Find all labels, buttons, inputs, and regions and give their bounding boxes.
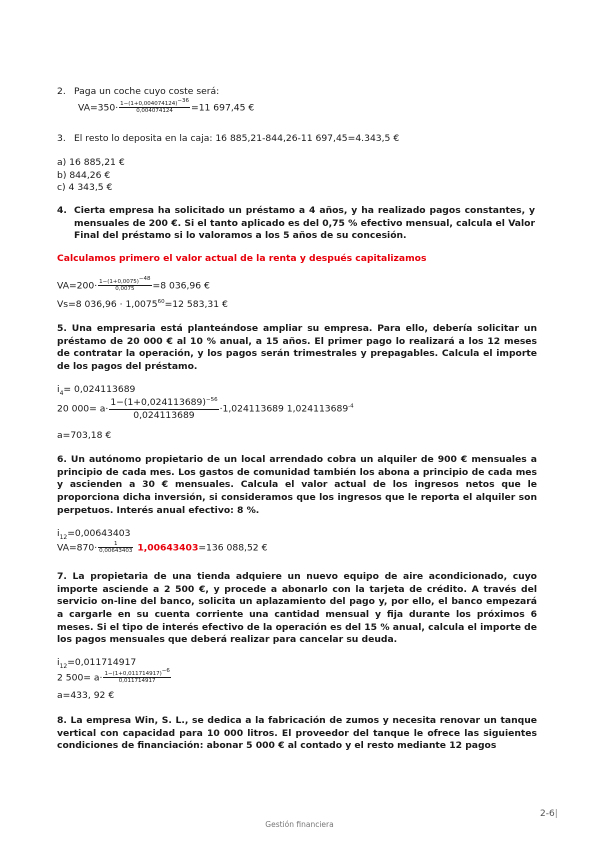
rate-i12: $i_{12}=0,00643403$ <box>57 528 131 541</box>
item-number: 3. <box>57 133 66 144</box>
fraction: $\frac{1}{0,00643403}$ <box>99 541 133 555</box>
page-number: 2-6| <box>540 809 558 819</box>
rate-i4: $i_4= 0,024113689$ <box>57 384 136 397</box>
rate-i12-p7: $i_{12}=0,011714917$ <box>57 657 137 670</box>
formula-va-coche: VA=350· $\frac{1-(1+0,004074124)^{-36}}{0,004074124}$ =11 697,45 € <box>78 98 255 115</box>
formula-perpetua: VA=870· $\frac{1}{0,00643403}$ 1,00643403=136 088,52 € <box>57 541 268 555</box>
answer-b: b) 844,26 € <box>57 169 111 181</box>
answers-list <box>57 157 537 195</box>
fraction: $\frac{1-(1+0,024113689)^{-56}}{0,024113689}$ <box>110 396 218 421</box>
problem-7: 7. La propietaria de una tienda adquiere un nuevo equipo de aire acondicionado, cuyo importe asciende a 2 500 €, y procede a abonarlo con la tarjeta de crédito. A través del servicio on-line del banco, solicita un aplazamiento del pago y, por ello, el banco empezará a cargarle en su cuenta corriente una cantidad mensual y fija durante los próximos 6 meses. Si el tipo de interés efectivo de la operación es del 15 % anual, calcula el importe de los pagos mensuales que deberá realizar para cancelar su deuda. <box>57 571 537 646</box>
problem-5: 5. Una empresaria está planteándose ampliar su empresa. Para ello, debería solicitar un préstamo de 20 000 € al 10 % anual, a 15 años. El primer pago lo realizará a los 12 meses de contratar la operación, y los pagos serán trimestrales y prepagables. Calcula el importe de los pagos del préstamo. <box>57 323 537 373</box>
item-2 <box>57 86 537 99</box>
item-text: Paga un coche cuyo coste será: <box>74 86 220 97</box>
fraction: $\frac{1-(1+0,0075)^{-48}}{0,0075}$ <box>99 276 151 293</box>
problem-4 <box>57 205 535 243</box>
formula-va-renta: VA=200· $\frac{1-(1+0,0075)^{-48}}{0,0075}$ =8 036,96 € <box>57 276 210 293</box>
answer-a: a) 16 885,21 € <box>57 157 125 168</box>
problem-text: Cierta empresa ha solicitado un préstamo a 4 años, y ha realizado pagos constantes, y mensuales de 200 €. Si el tanto aplicado es del 0,75 % efectivo mensual, calcula el Valor Final del préstamo si lo valoramos a los 5 años de su concesión. <box>74 205 535 242</box>
result-5: a=703,18 € <box>57 430 112 441</box>
fraction: $\frac{1-(1+0,004074124)^{-36}}{0,004074124}$ <box>120 98 189 115</box>
item-number: 2. <box>57 86 66 97</box>
item-text: El resto lo deposita en la caja: 16 885,21-844,26-11 697,45=4.343,5 € <box>74 133 400 144</box>
highlight-factor: 1,00643403 <box>137 542 199 554</box>
page-footer: Gestión financiera <box>265 820 334 829</box>
formula-aplazamiento: 2 500= a· $\frac{1-(1+0,011714917)^{-6}}{0,011714917}$ <box>57 668 170 685</box>
highlight-note: Calculamos primero el valor actual de la renta y después capitalizamos <box>57 253 427 264</box>
problem-6: 6. Un autónomo propietario de un local arrendado cobra un alquiler de 900 € mensuales a principio de cada mes. Los gastos de comunidad también los abona a principio de cada mes y ascienden a 30 € mensuales. Calcula el valor actual de los ingresos netos que le proporciona dicha inversión, si consideramos que los ingresos que le reporta el alquiler son perpetuos. Interés anual efectivo: 8 %. <box>57 454 537 516</box>
formula-vs: Vs=8 $036,96 \cdot 1,0075^{60}=12$ 583,31 € <box>57 298 228 310</box>
formula-prestamo: 20 000= a· $\frac{1-(1+0,024113689)^{-56}}{0,024113689}$ ·1,024113689 $1,024113689^{-4}$ <box>57 396 354 421</box>
fraction: $\frac{1-(1+0,011714917)^{-6}}{0,011714917}$ <box>104 668 170 685</box>
item-3 <box>57 133 537 146</box>
answer-c: c) 4 343,5 € <box>57 182 113 194</box>
problem-number: 4. <box>57 205 67 216</box>
result-7: a=433, 92 € <box>57 690 115 701</box>
problem-8: 8. La empresa Win, S. L., se dedica a la fabricación de zumos y necesita renovar un tanque vertical con capacidad para 10 000 litros. El proveedor del tanque le ofrece las siguientes condiciones de financiación: abonar 5 000 € al contado y el resto mediante 12 pagos <box>57 715 537 752</box>
